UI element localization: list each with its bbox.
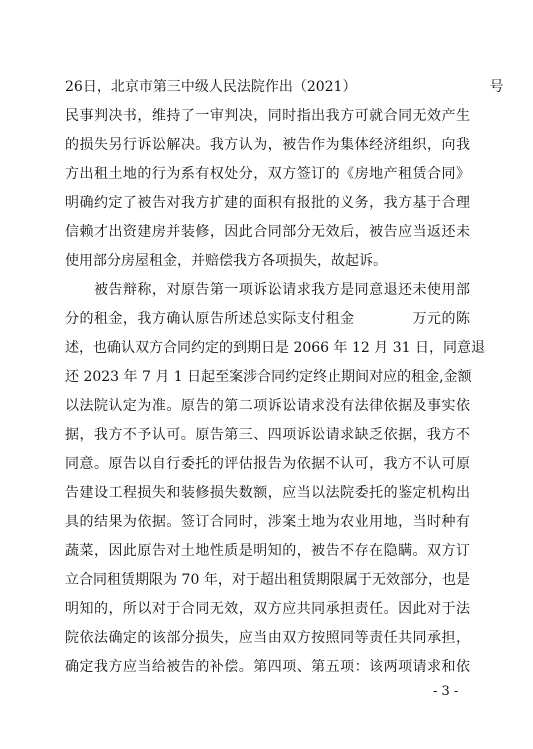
- text-line: 26日，北京市第三中级人民法院作出（2021） 号: [65, 79, 504, 95]
- text-line: 分的租金，我方确认原告所述总实际支付租金 万元的陈: [65, 311, 470, 327]
- text-line: 具的结果为依据。签订合同时，涉案土地为农业用地，当时种有: [65, 514, 470, 530]
- text-line: 据，我方不予认可。原告第三、四项诉讼请求缺乏依据，我方不: [65, 427, 470, 443]
- text-line: 院依法确定的该部分损失，应当由双方按照同等责任共同承担，: [65, 630, 470, 646]
- text-line: 立合同租赁期限为 70 年，对于超出租赁期限属于无效部分，也是: [65, 572, 470, 588]
- text-line: 告建设工程损失和装修损失数额，应当以法院委托的鉴定机构出: [65, 485, 470, 501]
- text-line: 民事判决书，维持了一审判决，同时指出我方可就合同无效产生: [65, 108, 470, 124]
- text-line: 明知的，所以对于合同无效，双方应共同承担责任。因此对于法: [65, 601, 470, 617]
- text-line: 信赖才出资建房并装修，因此合同部分无效后，被告应当返还未: [65, 224, 470, 240]
- text-line: 明确约定了被告对我方扩建的面积有报批的义务，我方基于合理: [65, 195, 470, 211]
- text-line: 还 2023 年 7 月 1 日起至案涉合同约定终止期间对应的租金,金额: [65, 369, 472, 385]
- page-number: - 3 -: [433, 684, 459, 699]
- text-line: 确定我方应当给被告的补偿。第四项、第五项：该两项请求和依: [65, 659, 470, 675]
- text-line: 使用部分房屋租金，并赔偿我方各项损失，故起诉。: [65, 253, 387, 269]
- text-line: 方出租土地的行为系有权处分，双方签订的《房地产租赁合同》: [65, 166, 470, 182]
- text-line: 蔬菜，因此原告对土地性质是明知的，被告不存在隐瞒。双方订: [65, 543, 470, 559]
- text-line: 同意。原告以自行委托的评估报告为依据不认可，我方不认可原: [65, 456, 470, 472]
- text-line: 的损失另行诉讼解决。我方认为，被告作为集体经济组织，向我: [65, 137, 470, 153]
- text-line: 被告辩称，对原告第一项诉讼请求我方是同意退还未使用部: [65, 282, 470, 298]
- text-line: 述，也确认双方合同约定的到期日是 2066 年 12 月 31 日，同意退: [65, 340, 485, 356]
- text-line: 以法院认定为准。原告的第二项诉讼请求没有法律依据及事实依: [65, 398, 470, 414]
